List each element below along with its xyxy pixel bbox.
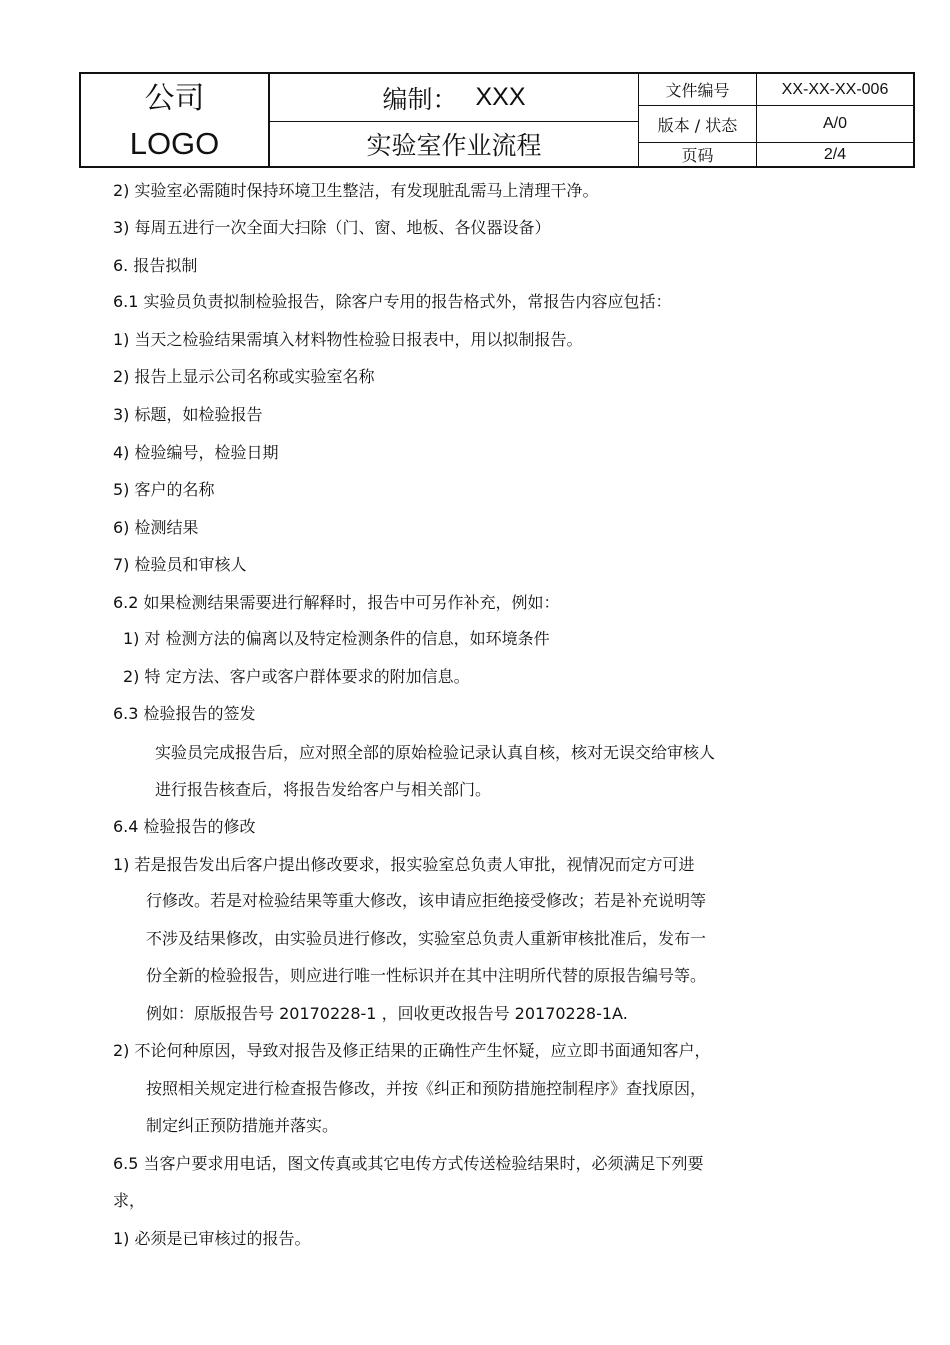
version-value: A/0 xyxy=(757,106,913,143)
body-line: 6.5 当客户要求用电话，图文传真或其它电传方式传送检验结果时，必须满足下列要 xyxy=(113,1154,704,1173)
page-number-value: 2/4 xyxy=(823,145,847,163)
body-line: 7) 检验员和审核人 xyxy=(113,555,247,574)
document-title: 实验室作业流程 xyxy=(270,122,639,166)
body-line: 例如：原版报告号 20170228-1 ，回收更改报告号 20170228-1A. xyxy=(146,1004,628,1023)
body-line: 6.2 如果检测结果需要进行解释时，报告中可另作补充，例如： xyxy=(113,593,560,612)
doc-number-value: XX-XX-XX-006 xyxy=(757,74,913,106)
body-line: 份全新的检验报告，则应进行唯一性标识并在其中注明所代替的原报告编号等。 xyxy=(146,966,707,985)
body-line: 5) 客户的名称 xyxy=(113,480,215,499)
body-line: 制定纠正预防措施并落实。 xyxy=(146,1116,339,1135)
body-line: 进行报告核查后，将报告发给客户与相关部门。 xyxy=(155,780,492,799)
logo-text: LOGO xyxy=(129,125,220,161)
section-heading: 6.3 检验报告的签发 xyxy=(113,704,256,723)
body-line: 2) 特 定方法、客户或客户群体要求的附加信息。 xyxy=(123,667,470,686)
body-line: 2) 实验室必需随时保持环境卫生整洁，有发现脏乱需马上清理干净。 xyxy=(113,181,599,200)
body-line: 按照相关规定进行检查报告修改，并按《纠正和预防措施控制程序》查找原因， xyxy=(146,1079,707,1098)
body-line: 1) 当天之检验结果需填入材料物性检验日报表中，用以拟制报告。 xyxy=(113,330,583,349)
body-line: 2) 不论何种原因，导致对报告及修正结果的正确性产生怀疑，应立即书面通知客户， xyxy=(113,1041,711,1060)
page-label: 页码 xyxy=(639,143,757,166)
body-line: 1) 对 检测方法的偏离以及特定检测条件的信息，如环境条件 xyxy=(123,629,550,648)
author-cell xyxy=(270,74,639,122)
body-line: 1) 若是报告发出后客户提出修改要求，报实验室总负责人审批，视情况而定方可进 xyxy=(113,855,695,874)
body-line: 6) 检测结果 xyxy=(113,518,199,537)
body-line: 求， xyxy=(113,1191,146,1210)
body-line: 实验员完成报告后，应对照全部的原始检验记录认真自核，核对无误交给审核人 xyxy=(155,743,716,762)
logo-company-text: 公司 xyxy=(144,80,205,116)
body-line: 6.1 实验员负责拟制检验报告，除客户专用的报告格式外，常报告内容应包括： xyxy=(113,292,672,311)
section-heading: 6. 报告拟制 xyxy=(113,256,198,275)
company-logo-cell xyxy=(81,74,270,166)
body-line: 3) 标题，如检验报告 xyxy=(113,405,263,424)
document-header-table xyxy=(79,72,915,168)
body-line: 不涉及结果修改，由实验员进行修改，实验室总负责人重新审核批准后，发布一 xyxy=(146,929,707,948)
body-line: 4) 检验编号，检验日期 xyxy=(113,443,279,462)
body-line: 行修改。若是对检验结果等重大修改，该申请应拒绝接受修改；若是补充说明等 xyxy=(146,891,707,910)
author-value: XXX xyxy=(475,83,526,111)
author-label: 编制： xyxy=(382,84,458,114)
section-heading: 6.4 检验报告的修改 xyxy=(113,817,256,836)
body-line: 1) 必须是已审核过的报告。 xyxy=(113,1229,311,1248)
body-line: 2) 报告上显示公司名称或实验室名称 xyxy=(113,367,375,386)
doc-number-label: 文件编号 xyxy=(639,74,757,106)
version-label: 版本 / 状态 xyxy=(639,106,757,143)
body-line: 3) 每周五进行一次全面大扫除（门、窗、地板、各仪器设备） xyxy=(113,218,551,237)
